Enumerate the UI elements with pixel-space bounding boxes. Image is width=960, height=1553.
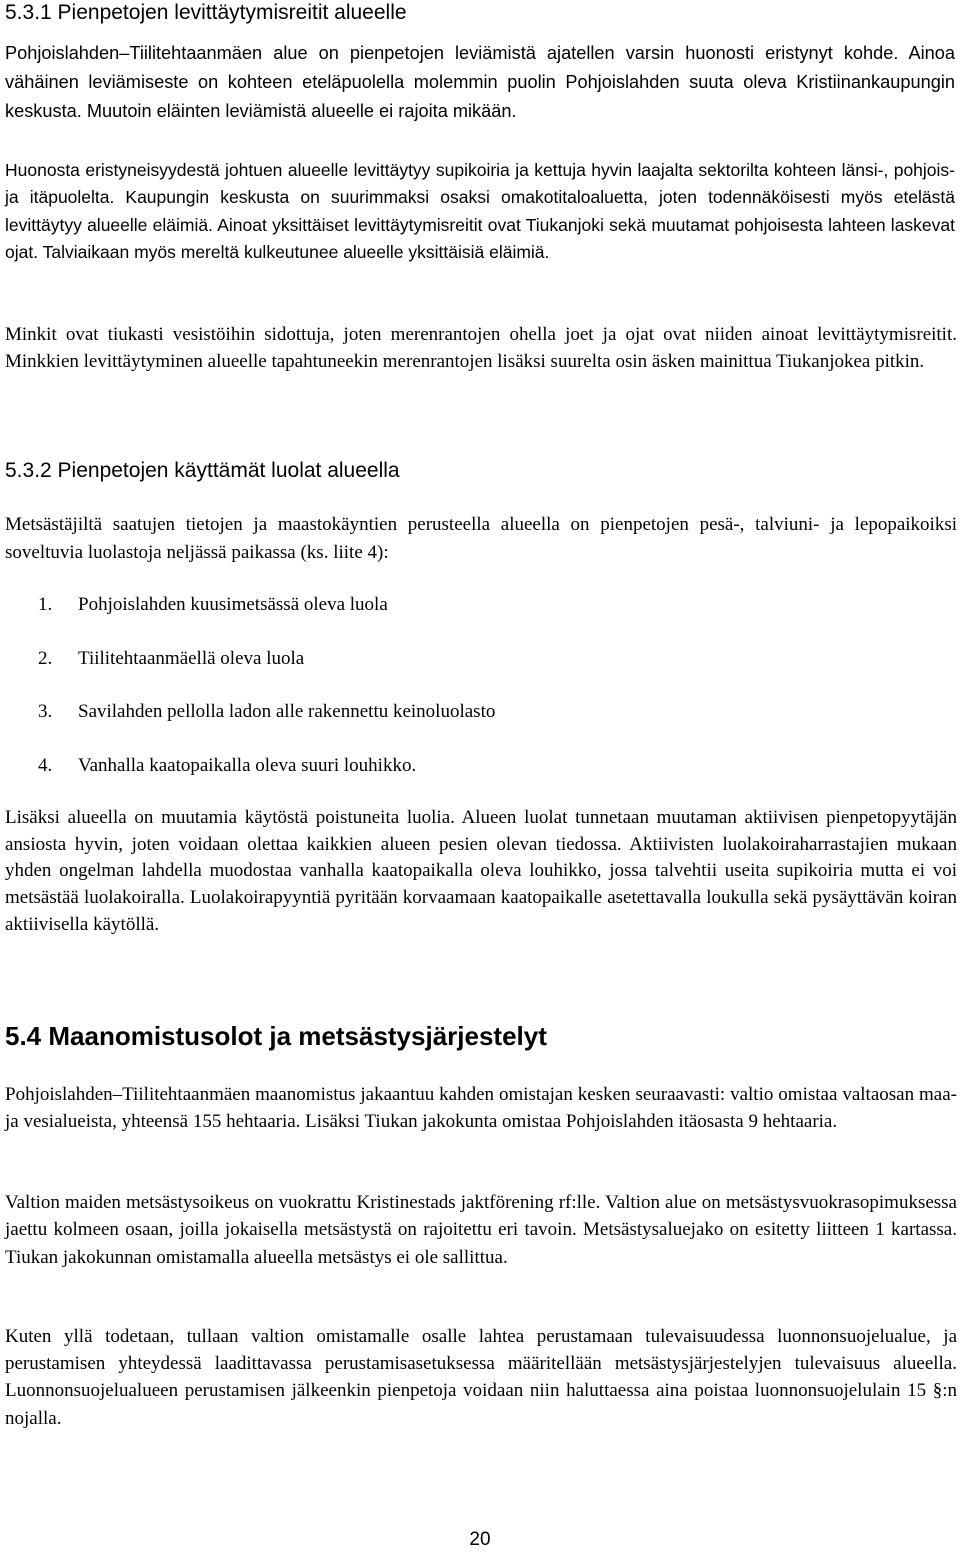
paragraph-nature-reserve: Kuten yllä todetaan, tullaan valtion omistamalle osalle lahtea perustamaan tulevaisuudessa luonnonsuojelualue, ja perustamisen yhteydessä laadittavassa perustamisasetuksessa määritellään metsästysjärjestelyjen tulevaisuus alueella. Luonnonsuojelualueen perustamisen jälkeenkin pienpetoja voidaan niin haluttaessa aina poistaa luonnonsuojelulain 15 §:n nojalla. (5, 1326, 957, 1429)
paragraph-minks: Minkit ovat tiukasti vesistöihin sidottuja, joten merenrantojen ohella joet ja ojat ovat niiden ainoat levittäytymisreitit. Minkkien levittäytyminen alueelle tapahtuneekin merenrantojen lisäksi suurelta osin äsken mainittua Tiukanjokea pitkin. (5, 324, 957, 373)
list-item-number: 1. (38, 594, 53, 615)
list-item-number: 2. (38, 648, 53, 669)
paragraph-hunting-rights: Valtion maiden metsästysoikeus on vuokrattu Kristinestads jaktförening rf:lle. Valtion alue on metsästysvuokrasopimuksessa jaettu kolmeen osaan, joilla jokaisella metsästystä on rajoitettu eri tavoin. Metsästysaluejako on esitetty liitteen 1 kartassa. Tiukan jakokunnan omistamalla alueella metsästys ei ole sallittua. (5, 1192, 957, 1268)
list-item-text: Savilahden pellolla ladon alle rakennettu keinoluolasto (78, 701, 496, 722)
list-item-number: 3. (38, 701, 53, 722)
list-item (5, 646, 943, 672)
paragraph-spread-routes-sans: Huonosta eristyneisyydestä johtuen alueelle levittäytyy supikoiria ja kettuja hyvin laajalta sektorilta kohteen länsi-, pohjois- ja itäpuolelta. (5, 160, 955, 208)
paragraph-dens-details: Lisäksi alueella on muutamia käytöstä poistuneita luolia. Alueen luolat tunnetaan muutaman aktiivisen pienpetopyytäjän ansiosta hyvin, joten voidaan olettaa kaikkien alueen pesien olevan tiedossa. Aktiivisten luolakoiraharrastajien mukaan yhden ongelman lahdella muodostaa vanhalla kaatopaikalla oleva louhikko, jossa talvehtii useita supikoiria mutta ei voi metsästää luolakoiralla. Luolakoirapyyntiä pyritään korvaamaan kaatopaikalle asetettavalla loukulla sekä pysäyttävän koiran aktiivisella käytöllä. (5, 807, 957, 935)
section-heading-5-3-1: 5.3.1 Pienpetojen levittäytymisreitit alueelle (5, 1, 407, 24)
paragraph-dens-intro: Metsästäjiltä saatujen tietojen ja maastokäyntien perusteella alueella on pienpetojen pesä-, talviuni- ja lepopaikoiksi soveltuvia luolastoja neljässä paikassa (ks. liite 4): (5, 514, 957, 563)
list-item-text: Vanhalla kaatopaikalla oleva suuri louhikko. (78, 755, 417, 776)
paragraph-isolation: Pohjoislahden–Tiilitehtaanmäen alue on pienpetojen leviämistä ajatellen varsin huonosti eristynyt kohde. Ainoa vähäinen leviämiseste on kohteen eteläpuolella molemmin puolin Pohjoislahden suuta oleva Kristiinankaupungin keskusta. Muutoin eläinten leviämistä alueelle ei rajoita mikään. (5, 43, 955, 121)
list-item (5, 699, 943, 725)
list-item-text: Tiilitehtaanmäellä oleva luola (78, 648, 305, 669)
list-item-number: 4. (38, 755, 53, 776)
dens-list (5, 592, 957, 782)
section-heading-5-4: 5.4 Maanomistusolot ja metsästysjärjestelyt (5, 1021, 547, 1051)
list-item (5, 592, 943, 618)
paragraph-land-ownership: Pohjoislahden–Tiilitehtaanmäen maanomistus jakaantuu kahden omistajan kesken seuraavasti: valtio omistaa valtaosan maa- ja vesialueista, yhteensä 155 hehtaaria. Lisäksi Tiukan jakokunta omistaa Pohjoislahden itäosasta 9 hehtaaria. (5, 1084, 957, 1133)
paragraph-spread-routes (5, 157, 955, 266)
page-number: 20 (469, 1529, 491, 1550)
section-heading-5-3-2: 5.3.2 Pienpetojen käyttämät luolat alueella (5, 459, 400, 482)
paragraph-spread-routes-serif: Kaupungin keskusta on suurimmaksi osaksi omakotitaloaluetta, joten todennäköisesti myös etelästä levittäytyy alueelle eläimiä. Ainoat yksittäiset levittäytymisreitit ovat Tiukanjoki sekä muutamat pohjoisesta lahteen laskevat ojat. Talviaikaan myös mereltä kulkeutunee alueelle yksittäisiä eläimiä. (5, 187, 956, 262)
list-item-text: Pohjoislahden kuusimetsässä oleva luola (78, 594, 388, 615)
list-item (5, 753, 943, 779)
